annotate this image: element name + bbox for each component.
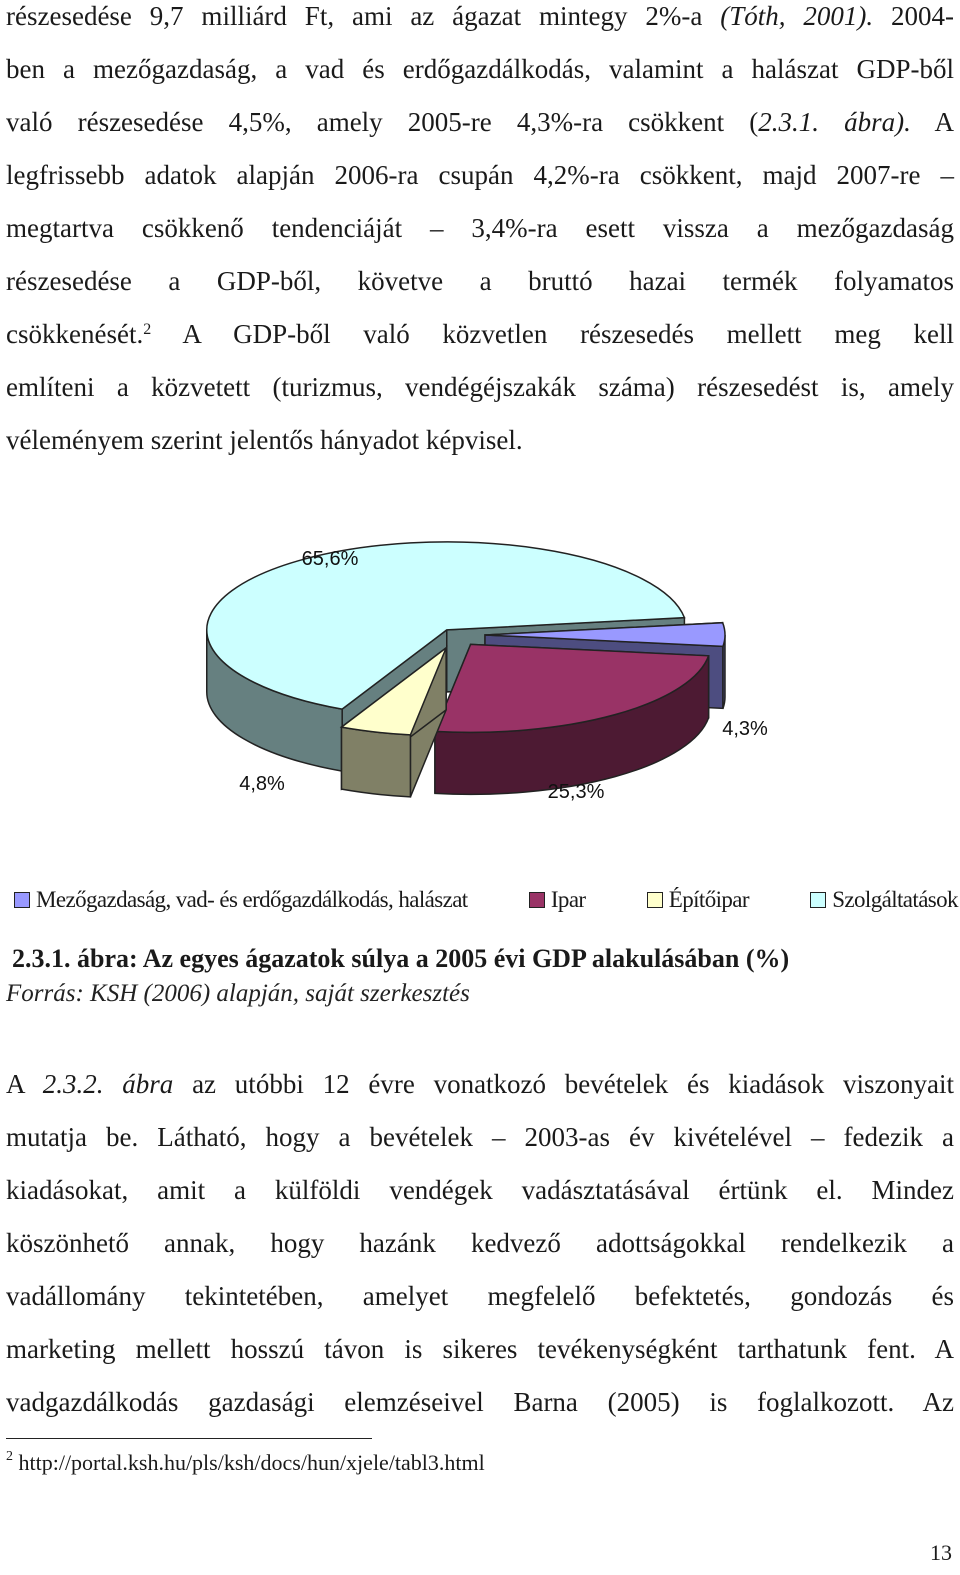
- text-line: való részesedése 4,5%, amely 2005-re 4,3%-ra csökkent (2.3.1. ábra). A: [6, 107, 954, 137]
- paragraph-top: [6, 0, 954, 467]
- pie-data-label: 25,3%: [547, 781, 605, 803]
- page-number: 13: [930, 1540, 952, 1565]
- text-line: csökkenését.$^2$ A GDP-ből való közvetlen részesedés mellett meg kell: [6, 319, 954, 349]
- legend-swatch: [14, 892, 30, 908]
- text-line: vadállomány tekintetében, amelyet megfelelő befektetés, gondozás és: [6, 1281, 954, 1311]
- text-line: A 2.3.2. ábra az utóbbi 12 évre vonatkozó bevételek és kiadások viszonyait: [6, 1069, 954, 1099]
- text-line: részesedése a GDP-ből, követve a bruttó hazai termék folyamatos: [6, 266, 954, 296]
- figure-ref[interactable]: 2.3.2. ábra: [42, 1069, 174, 1099]
- text-line: kiadásokat, amit a külföldi vendégek vadásztatásával értünk el. Mindez: [6, 1175, 954, 1205]
- legend-item-agriculture: Mezőgazdaság, vad- és erdőgazdálkodás, halászat: [14, 887, 468, 913]
- text-line: legfrissebb adatok alapján 2006-ra csupán 4,2%-ra csökkent, majd 2007-re –: [6, 160, 954, 190]
- text-line: említeni a közvetett (turizmus, vendégéjszakák száma) részesedést is, amely: [6, 372, 954, 402]
- legend-swatch: [529, 892, 545, 908]
- pie-chart-svg: [0, 520, 960, 820]
- text-line: ben a mezőgazdaság, a vad és erdőgazdálkodás, valamint a halászat GDP-ből: [6, 54, 954, 84]
- text-line: véleményem szerint jelentős hányadot képvisel.: [6, 425, 523, 455]
- pie-slice-wall: [342, 727, 411, 797]
- footnote: [6, 1450, 485, 1476]
- legend-item-construction: Építőipar: [647, 887, 749, 913]
- legend-item-industry: Ipar: [529, 887, 586, 913]
- legend-item-services: Szolgáltatások: [810, 887, 958, 913]
- footnote-rule: [6, 1438, 372, 1439]
- text-line: mutatja be. Látható, hogy a bevételek – 2003-as év kivételével – fedezik a: [6, 1122, 954, 1152]
- pie-data-label: 4,8%: [239, 773, 285, 795]
- text-line: marketing mellett hosszú távon is sikeres tevékenységként tarthatunk fent. A: [6, 1334, 954, 1364]
- pie-chart: [0, 520, 960, 820]
- legend-swatch: [647, 892, 663, 908]
- pie-data-label: 4,3%: [722, 718, 768, 740]
- text-line: megtartva csökkenő tendenciáját – 3,4%-ra esett vissza a mezőgazdaság: [6, 213, 954, 243]
- footnote-link[interactable]: http://portal.ksh.hu/pls/ksh/docs/hun/xjele/tabl3.html: [18, 1450, 485, 1475]
- footnote-ref[interactable]: 2: [143, 321, 152, 338]
- text-line: részesedése 9,7 milliárd Ft, ami az ágazat mintegy 2%-a (Tóth, 2001). 2004-: [6, 1, 955, 31]
- paragraph-bottom: [6, 1058, 954, 1429]
- figure-caption: 2.3.1. ábra: Az egyes ágazatok súlya a 2005 évi GDP alakulásában (%): [12, 944, 790, 973]
- footnote-marker: 2: [6, 1449, 13, 1464]
- legend-swatch: [810, 892, 826, 908]
- text-line: köszönhető annak, hogy hazánk kedvező adottságokkal rendelkezik a: [6, 1228, 954, 1258]
- chart-legend: [14, 884, 958, 916]
- figure-source: Forrás: KSH (2006) alapján, saját szerkesztés: [6, 980, 470, 1007]
- text-line: vadgazdálkodás gazdasági elemzéseivel Barna (2005) is foglalkozott. Az: [6, 1387, 954, 1417]
- pie-data-label: 65,6%: [301, 548, 359, 570]
